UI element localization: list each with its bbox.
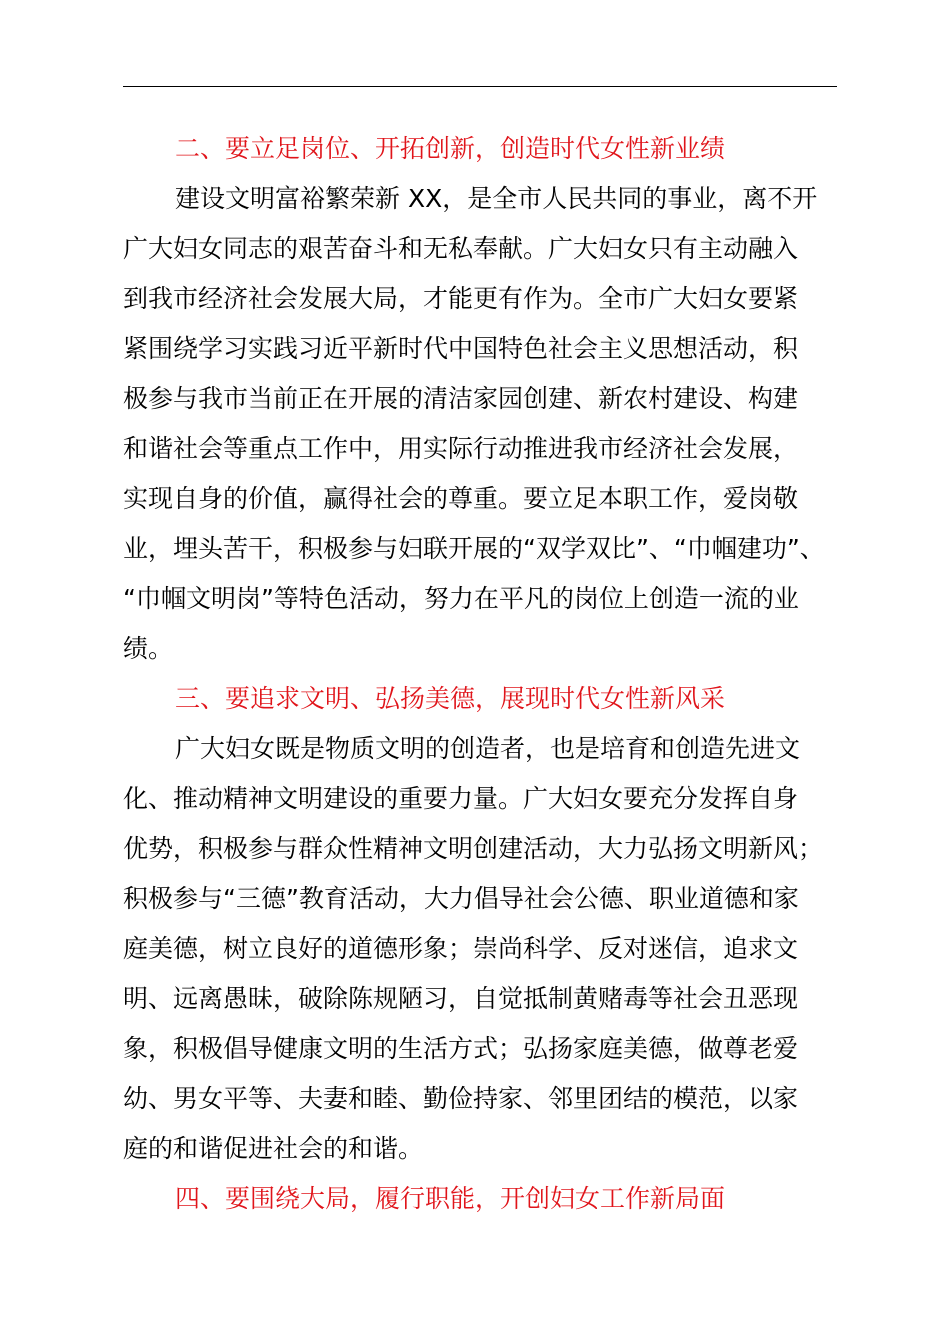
section-paragraph-2 xyxy=(123,174,837,674)
paragraph-line: 幼、男女平等、夫妻和睦、勤俭持家、邻里团结的模范，以家 xyxy=(123,1084,799,1113)
paragraph-line: 紧围绕学习实践习近平新时代中国特色社会主义思想活动，积 xyxy=(123,334,799,363)
section-heading-4: 四、要围绕大局，履行职能，开创妇女工作新局面 xyxy=(175,1184,726,1213)
paragraph-line: 明、远离愚昧，破除陈规陋习，自觉抵制黄赌毒等社会丑恶现 xyxy=(123,984,799,1013)
paragraph-line: 业，埋头苦干，积极参与妇联开展的“双学双比”、“巾帼建功”、 xyxy=(123,534,825,563)
paragraph-line: 建设文明富裕繁荣新 XX，是全市人民共同的事业，离不开 xyxy=(175,184,818,213)
paragraph-line: 和谐社会等重点工作中，用实际行动推进我市经济社会发展， xyxy=(123,434,799,463)
paragraph-line: 庭的和谐促进社会的和谐。 xyxy=(123,1134,424,1163)
section-heading-2: 二、要立足岗位、开拓创新，创造时代女性新业绩 xyxy=(175,134,726,163)
paragraph-line: 庭美德，树立良好的道德形象；崇尚科学、反对迷信，追求文 xyxy=(123,934,799,963)
section-heading-3: 三、要追求文明、弘扬美德，展现时代女性新风采 xyxy=(175,684,726,713)
header-rule xyxy=(123,86,837,87)
paragraph-line: 象，积极倡导健康文明的生活方式；弘扬家庭美德，做尊老爱 xyxy=(123,1034,799,1063)
paragraph-line: 广大妇女同志的艰苦奋斗和无私奉献。广大妇女只有主动融入 xyxy=(123,234,799,263)
paragraph-line: 广大妇女既是物质文明的创造者，也是培育和创造先进文 xyxy=(175,734,801,763)
section-paragraph-3 xyxy=(123,724,837,1174)
paragraph-line: 优势，积极参与群众性精神文明创建活动，大力弘扬文明新风； xyxy=(123,834,824,863)
paragraph-line: 极参与我市当前正在开展的清洁家园创建、新农村建设、构建 xyxy=(123,384,799,413)
paragraph-line: 化、推动精神文明建设的重要力量。广大妇女要充分发挥自身 xyxy=(123,784,799,813)
paragraph-line: 到我市经济社会发展大局，才能更有作为。全市广大妇女要紧 xyxy=(123,284,799,313)
paragraph-line: 实现自身的价值，赢得社会的尊重。要立足本职工作，爱岗敬 xyxy=(123,484,799,513)
paragraph-line: “巾帼文明岗”等特色活动，努力在平凡的岗位上创造一流的业 xyxy=(123,584,799,613)
paragraph-line: 绩。 xyxy=(123,634,174,663)
document-body xyxy=(123,124,837,1224)
paragraph-line: 积极参与“三德”教育活动，大力倡导社会公德、职业道德和家 xyxy=(123,884,799,913)
